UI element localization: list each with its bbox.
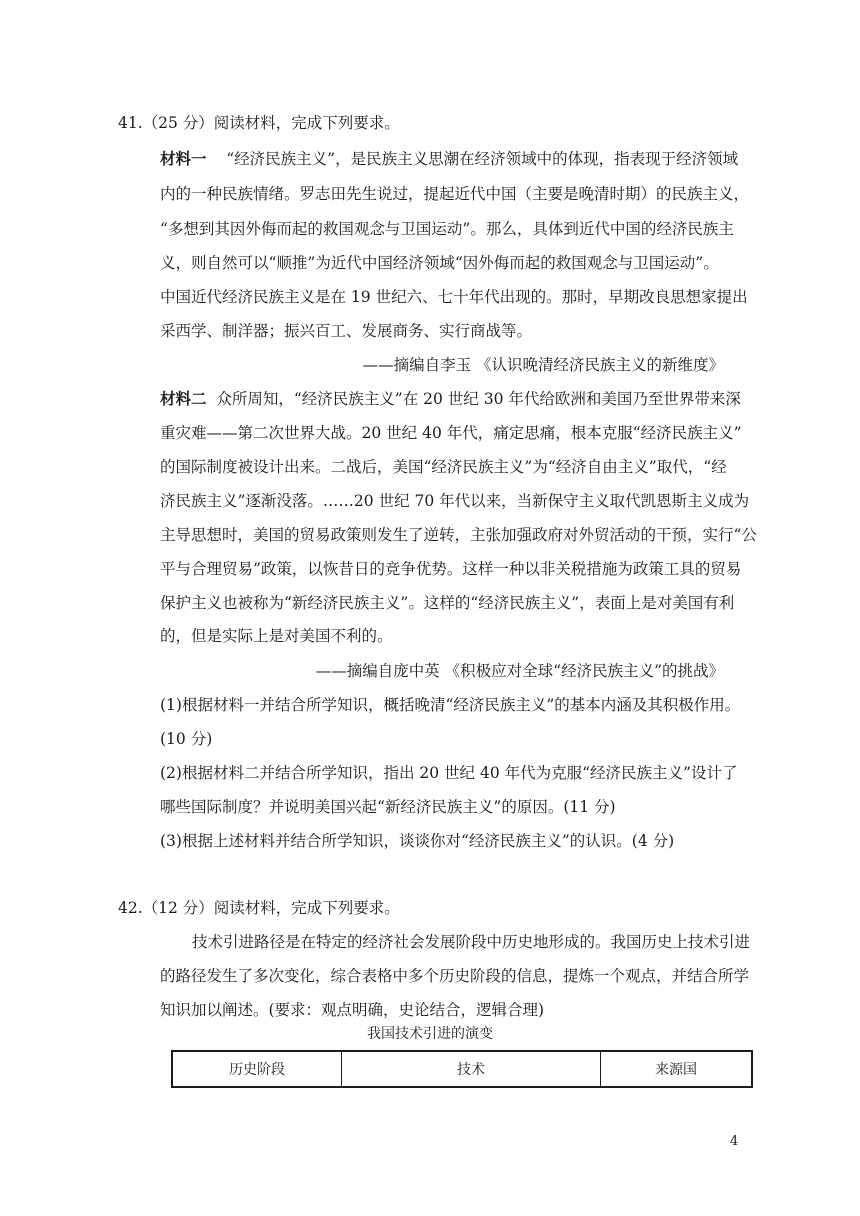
material-2-line-8: 的，但是实际上是对美国不利的。 [160, 627, 393, 645]
material-1-line-1: 材料一 “经济民族主义”，是民族主义思潮在经济领域中的体现，指表现于经济领域 [160, 149, 739, 168]
material-1-label: 材料一 [160, 149, 207, 168]
q41-sub1-line-1: (1)根据材料一并结合所学知识，概括晚清“经济民族主义”的基本内涵及其积极作用。 [160, 696, 741, 714]
tech-table [171, 1050, 753, 1088]
material-2-line-4: 济民族主义”逐渐没落。……20 世纪 70 年代以来，当新保守主义取代凯恩斯主义成为 [160, 492, 750, 510]
material-1-source: ——摘编自李玉 《认识晚清经济民族主义的新维度》 [362, 356, 724, 374]
material-1-line-6: 采西学、制洋器；振兴百工、发展商务、实行商战等。 [160, 322, 533, 340]
material-2-source: ——摘编自庞中英 《积极应对全球“经济民族主义”的挑战》 [315, 662, 724, 680]
material-2-line-3: 的国际制度被设计出来。二战后，美国“经济民族主义”为“经济自由主义”取代，“经 [160, 458, 727, 476]
q41-sub2-line-2: 哪些国际制度？并说明美国兴起“新经济民族主义”的原因。(11 分) [160, 798, 616, 816]
page-number: 4 [730, 1134, 739, 1149]
material-1-line-5: 中国近代经济民族主义是在 19 世纪六、七十年代出现的。那时，早期改良思想家提出 [160, 288, 748, 306]
q42-line-3: 知识加以阐述。(要求：观点明确，史论结合，逻辑合理) [160, 1001, 545, 1019]
material-1-line-4: 义，则自然可以“顺推”为近代中国经济领域“因外侮而起的救国观念与卫国运动”。 [160, 254, 719, 272]
q41-heading: 41.（25 分）阅读材料，完成下列要求。 [118, 114, 400, 132]
q41-sub2-line-1: (2)根据材料二并结合所学知识，指出 20 世纪 40 年代为克服“经济民族主义”设计了 [160, 764, 738, 782]
material-2-line-6: 平与合理贸易”政策，以恢昔日的竞争优势。这样一种以非关税措施为政策工具的贸易 [160, 560, 742, 578]
material-2-line-2: 重灾难——第二次世界大战。20 世纪 40 年代，痛定思痛，根本克服“经济民族主义” [160, 424, 742, 442]
table-header-country: 来源国 [655, 1062, 697, 1078]
material-2-line-1: 材料二 众所周知，“经济民族主义”在 20 世纪 30 年代给欧洲和美国乃至世界带来深 [160, 389, 741, 408]
table-header-stage: 历史阶段 [172, 1051, 342, 1087]
material-2-line-7: 保护主义也被称为“新经济民族主义”。这样的“经济民族主义”，表面上是对美国有利 [160, 594, 735, 612]
q42-heading: 42.（12 分）阅读材料，完成下列要求。 [118, 899, 400, 917]
material-2-line-5: 主导思想时，美国的贸易政策则发生了逆转，主张加强政府对外贸活动的干预，实行“公 [160, 526, 757, 544]
table-header-tech: 技术 [342, 1051, 601, 1087]
material-1-line-3: “多想到其因外侮而起的救国观念与卫国运动”。那么，具体到近代中国的经济民族主 [160, 220, 734, 238]
table-title: 我国技术引进的演变 [367, 1026, 493, 1042]
material-2-label: 材料二 [160, 389, 207, 408]
q42-line-1: 技术引进路径是在特定的经济社会发展阶段中历史地形成的。我国历史上技术引进 [192, 933, 751, 951]
table-header-row [172, 1051, 752, 1087]
material-1-line-2: 内的一种民族情绪。罗志田先生说过，提起近代中国（主要是晚清时期）的民族主义， [160, 185, 750, 203]
q42-line-2: 的路径发生了多次变化，综合表格中多个历史阶段的信息，提炼一个观点，并结合所学 [160, 967, 750, 985]
q41-sub1-line-2: (10 分) [160, 730, 213, 748]
q41-sub3: (3)根据上述材料并结合所学知识，谈谈你对“经济民族主义”的认识。(4 分) [160, 832, 675, 850]
